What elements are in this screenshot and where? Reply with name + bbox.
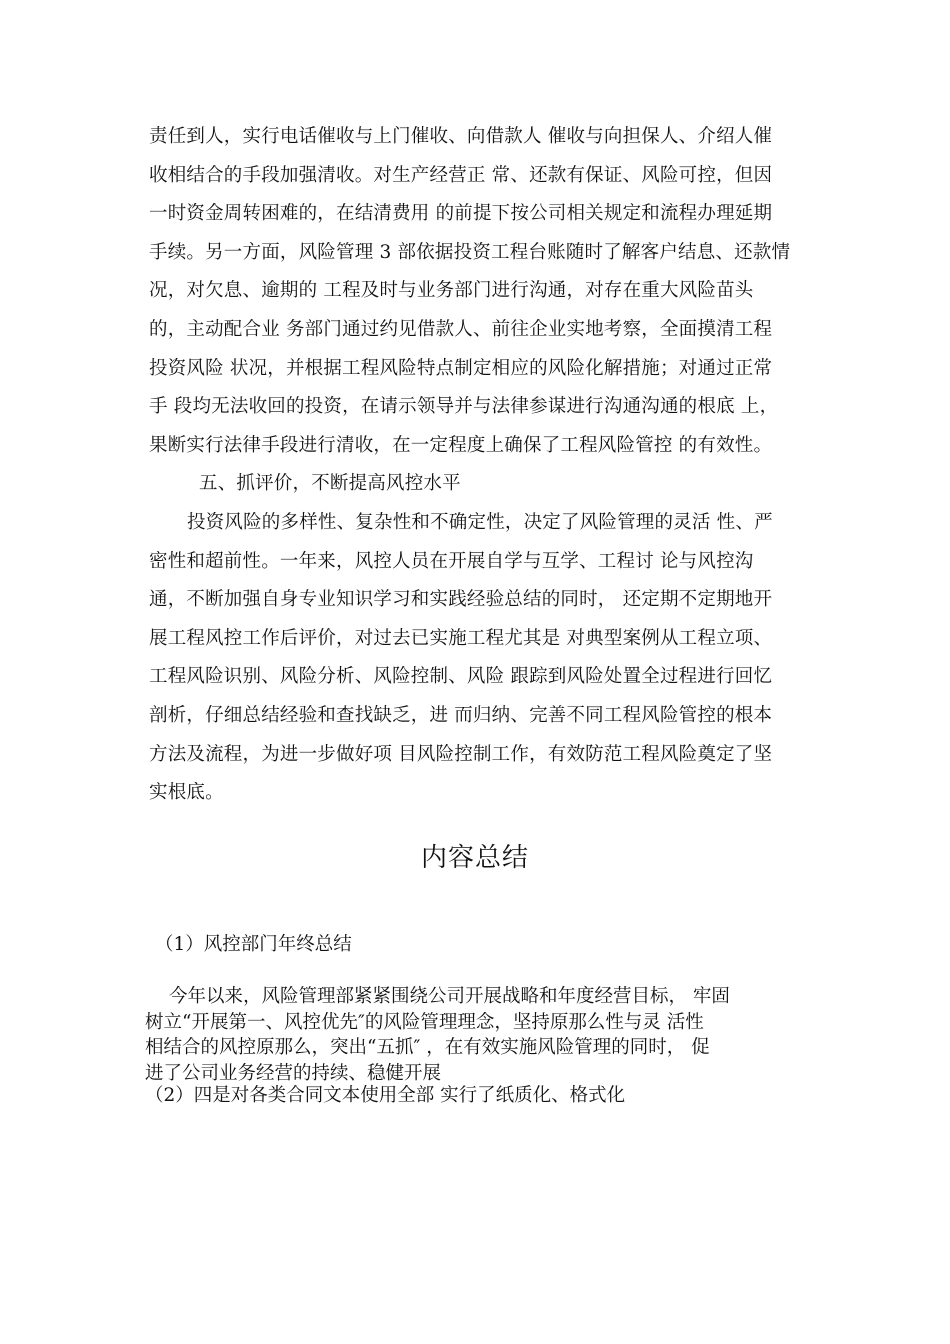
section-line: 密性和超前性。一年来，风控人员在开展自学与互学、工程讨 论与风控沟	[149, 550, 754, 572]
body-line: 的，主动配合业 务部门通过约见借款人、前往企业实地考察，全面摸清工程	[149, 318, 773, 340]
summary-line: 树立“开展第一、风控优先″的风险管理理念，坚持原那么性与灵 活性	[145, 1011, 704, 1033]
summary-item-2: （2）四是对各类合同文本使用全部 实行了纸质化、格式化	[145, 1085, 626, 1106]
summary-title: 内容总结	[420, 843, 529, 873]
body-line: 投资风险 状况，并根据工程风险特点制定相应的风险化解措施；对通过正常	[149, 357, 773, 379]
section-line: 工程风险识别、风险分析、风险控制、风险 跟踪到风险处置全过程进行回忆	[149, 666, 773, 688]
summary-item-1: （1）风控部门年终总结	[155, 934, 352, 955]
body-line: 责任到人，实行电话催收与上门催收、向借款人 催收与向担保人、介绍人催	[149, 126, 773, 147]
body-text	[149, 118, 809, 813]
section-heading: 五、抓评价，不断提高风控水平	[199, 473, 461, 495]
section-line: 投资风险的多样性、复杂性和不确定性，决定了风险管理的灵活 性、严	[187, 511, 773, 533]
body-line: 一时资金周转困难的，在结清费用 的前提下按公司相关规定和流程办理延期	[149, 203, 773, 225]
body-line: 手续。另一方面，风险管理 3 部依据投资工程台账随时了解客户结息、还款情	[149, 241, 791, 263]
body-line: 收相结合的手段加强清收。对生产经营正 常、还款有保证、风险可控，但因	[149, 164, 773, 186]
body-line: 手 段均无法收回的投资，在请示领导并与法律参谋进行沟通沟通的根底 上，	[149, 396, 779, 418]
summary-line: 进了公司业务经营的持续、稳健开展	[145, 1062, 442, 1084]
summary-line: 相结合的风控原那么，突出“五抓″ ，在有效实施风险管理的同时， 促	[145, 1037, 710, 1058]
section-line: 展工程风控工作后评价，对过去已实施工程尤其是 对典型案例从工程立项、	[149, 627, 773, 649]
section-line: 方法及流程，为进一步做好项 目风险控制工作，有效防范工程风险奠定了坚	[149, 743, 773, 765]
body-line: 况，对欠息、逾期的 工程及时与业务部门进行沟通，对存在重大风险苗头	[149, 280, 754, 302]
section-line: 通，不断加强自身专业知识学习和实践经验总结的同时， 还定期不定期地开	[149, 589, 773, 611]
section-line: 实根底。	[149, 782, 224, 804]
section-line: 剖析，仔细总结经验和查找缺乏，进 而归纳、完善不同工程风险管控的根本	[149, 704, 773, 726]
summary-paragraph	[145, 984, 825, 1086]
body-line: 果断实行法律手段进行清收，在一定程度上确保了工程风险管控 的有效性。	[149, 434, 773, 456]
summary-line: 今年以来，风险管理部紧紧围绕公司开展战略和年度经营目标， 牢固	[169, 986, 730, 1007]
